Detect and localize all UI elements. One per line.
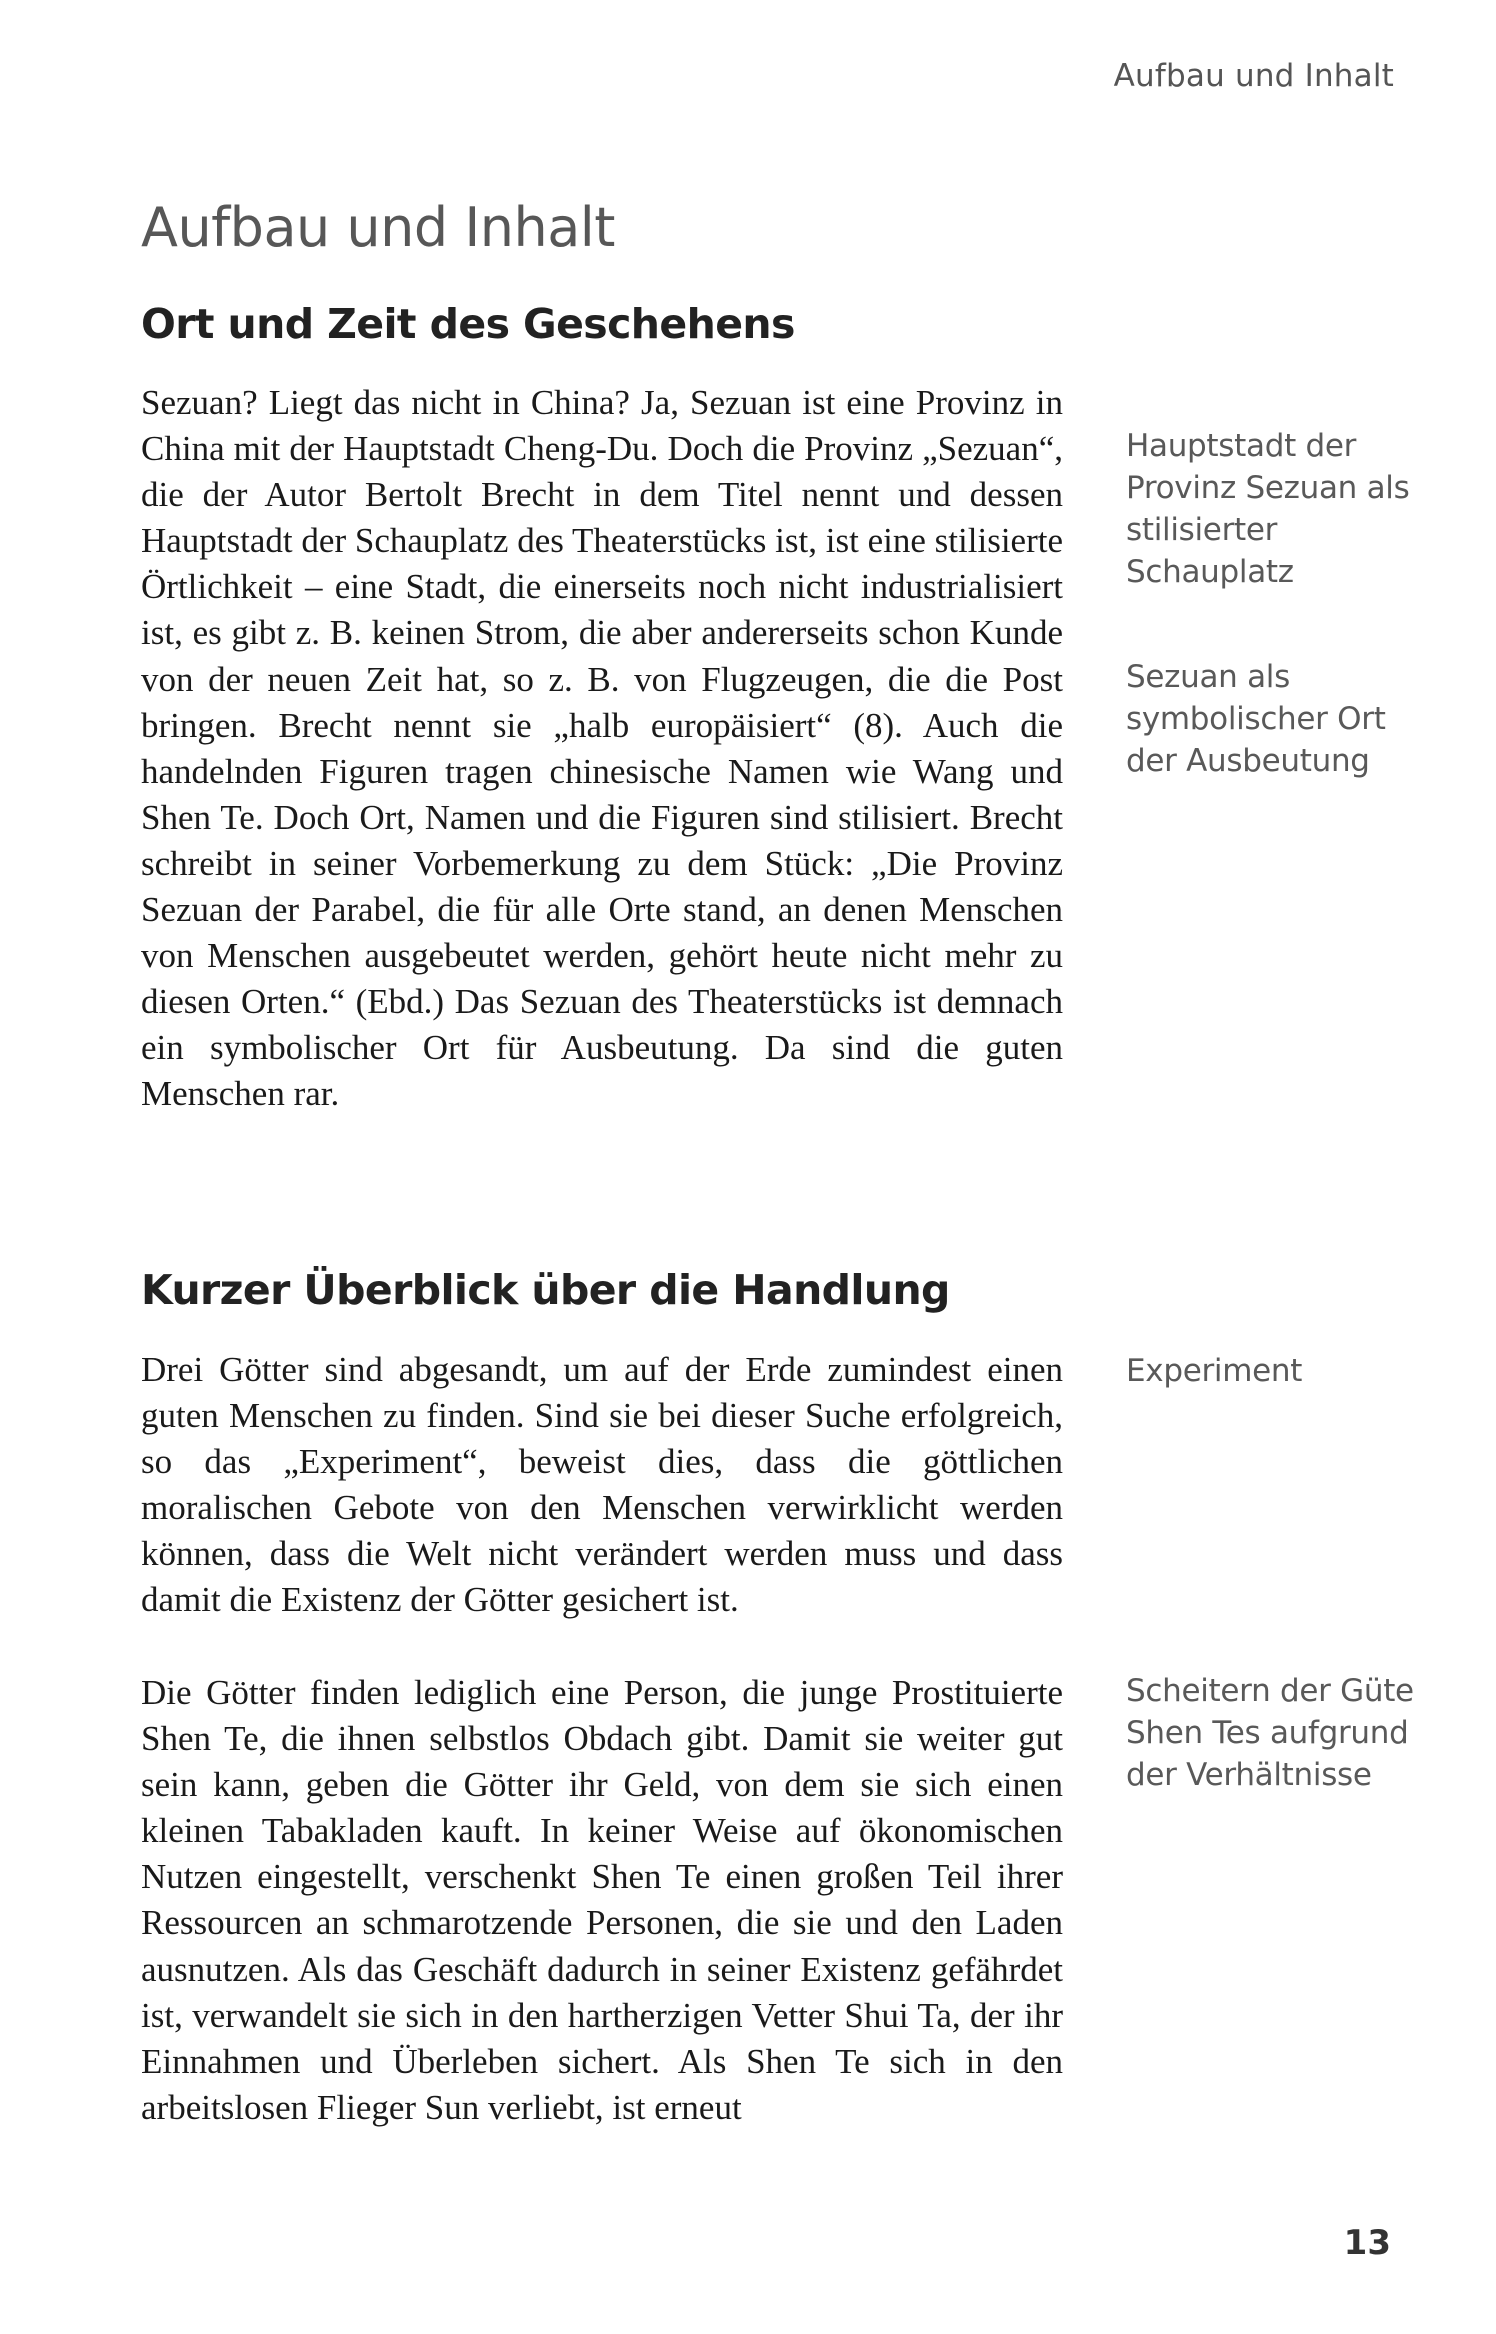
body-paragraph: Sezuan? Liegt das nicht in China? Ja, Sezuan ist eine Provinz in China mit der Hauptstadt Cheng-Du. Doch die Provinz „Sezuan“, die der Autor Bertolt Brecht in dem Titel nennt und dessen Hauptstadt der Schauplatz des Theaterstücks ist, ist eine stilisierte Örtlichkeit – eine Stadt, die einerseits noch nicht industrialisiert ist, es gibt z. B. keinen Strom, die aber andererseits schon Kunde von der neuen Zeit hat, so z. B. von Flugzeugen, die die Post bringen. Brecht nennt sie „halb europäisiert“ (8). Auch die handelnden Figuren tragen chinesische Namen wie Wang und Shen Te. Doch Ort, Namen und die Figuren sind stilisiert. Brecht schreibt in seiner Vorbemerkung zu dem Stück: „Die Provinz Sezuan der Parabel, die für alle Orte stand, an denen Menschen von Menschen ausgebeutet werden, gehört heute nicht mehr zu diesen Orten.“ (Ebd.) Das Sezuan des Theaterstücks ist demnach ein symbolischer Ort für Ausbeutung. Da sind die guten Menschen rar. bbox=[141, 383, 1063, 1114]
running-header: Aufbau und Inhalt bbox=[1113, 58, 1394, 94]
page-number: 13 bbox=[1343, 2223, 1391, 2263]
margin-note: Sezuan als symbolischer Ort der Ausbeutung bbox=[1126, 659, 1386, 779]
section-heading-handlung: Kurzer Überblick über die Handlung bbox=[141, 1266, 950, 1314]
margin-note: Hauptstadt der Provinz Sezuan als stilisierter Schauplatz bbox=[1126, 428, 1410, 590]
margin-note: Scheitern der Güte Shen Tes aufgrund der Verhältnisse bbox=[1126, 1673, 1414, 1793]
section-heading-ort-und-zeit: Ort und Zeit des Geschehens bbox=[141, 300, 795, 348]
chapter-title: Aufbau und Inhalt bbox=[141, 196, 615, 259]
margin-note: Experiment bbox=[1126, 1353, 1303, 1389]
body-paragraph: Drei Götter sind abgesandt, um auf der Erde zumindest einen guten Menschen zu finden. Sind sie bei dieser Suche erfolgreich, so das „Experiment“, beweist dies, dass die göttlichen moralischen Gebote von den Menschen verwirklicht werden können, dass die Welt nicht verändert werden muss und dass damit die Existenz der Götter gesichert ist. bbox=[141, 1350, 1063, 1620]
body-paragraph: Die Götter finden lediglich eine Person, die junge Prostituierte Shen Te, die ihnen selbstlos Obdach gibt. Damit sie weiter gut sein kann, geben die Götter ihr Geld, von dem sie sich einen kleinen Tabakladen kauft. In keiner Weise auf ökonomischen Nutzen eingestellt, verschenkt Shen Te einen großen Teil ihrer Ressourcen an schmarotzende Personen, die sie und den Laden ausnutzen. Als das Geschäft dadurch in seiner Existenz gefährdet ist, verwandelt sie sich in den hartherzigen Vetter Shui Ta, der ihr Einnahmen und Überleben sichert. Als Shen Te sich in den arbeitslosen Flieger Sun verliebt, ist erneut bbox=[141, 1673, 1063, 2127]
